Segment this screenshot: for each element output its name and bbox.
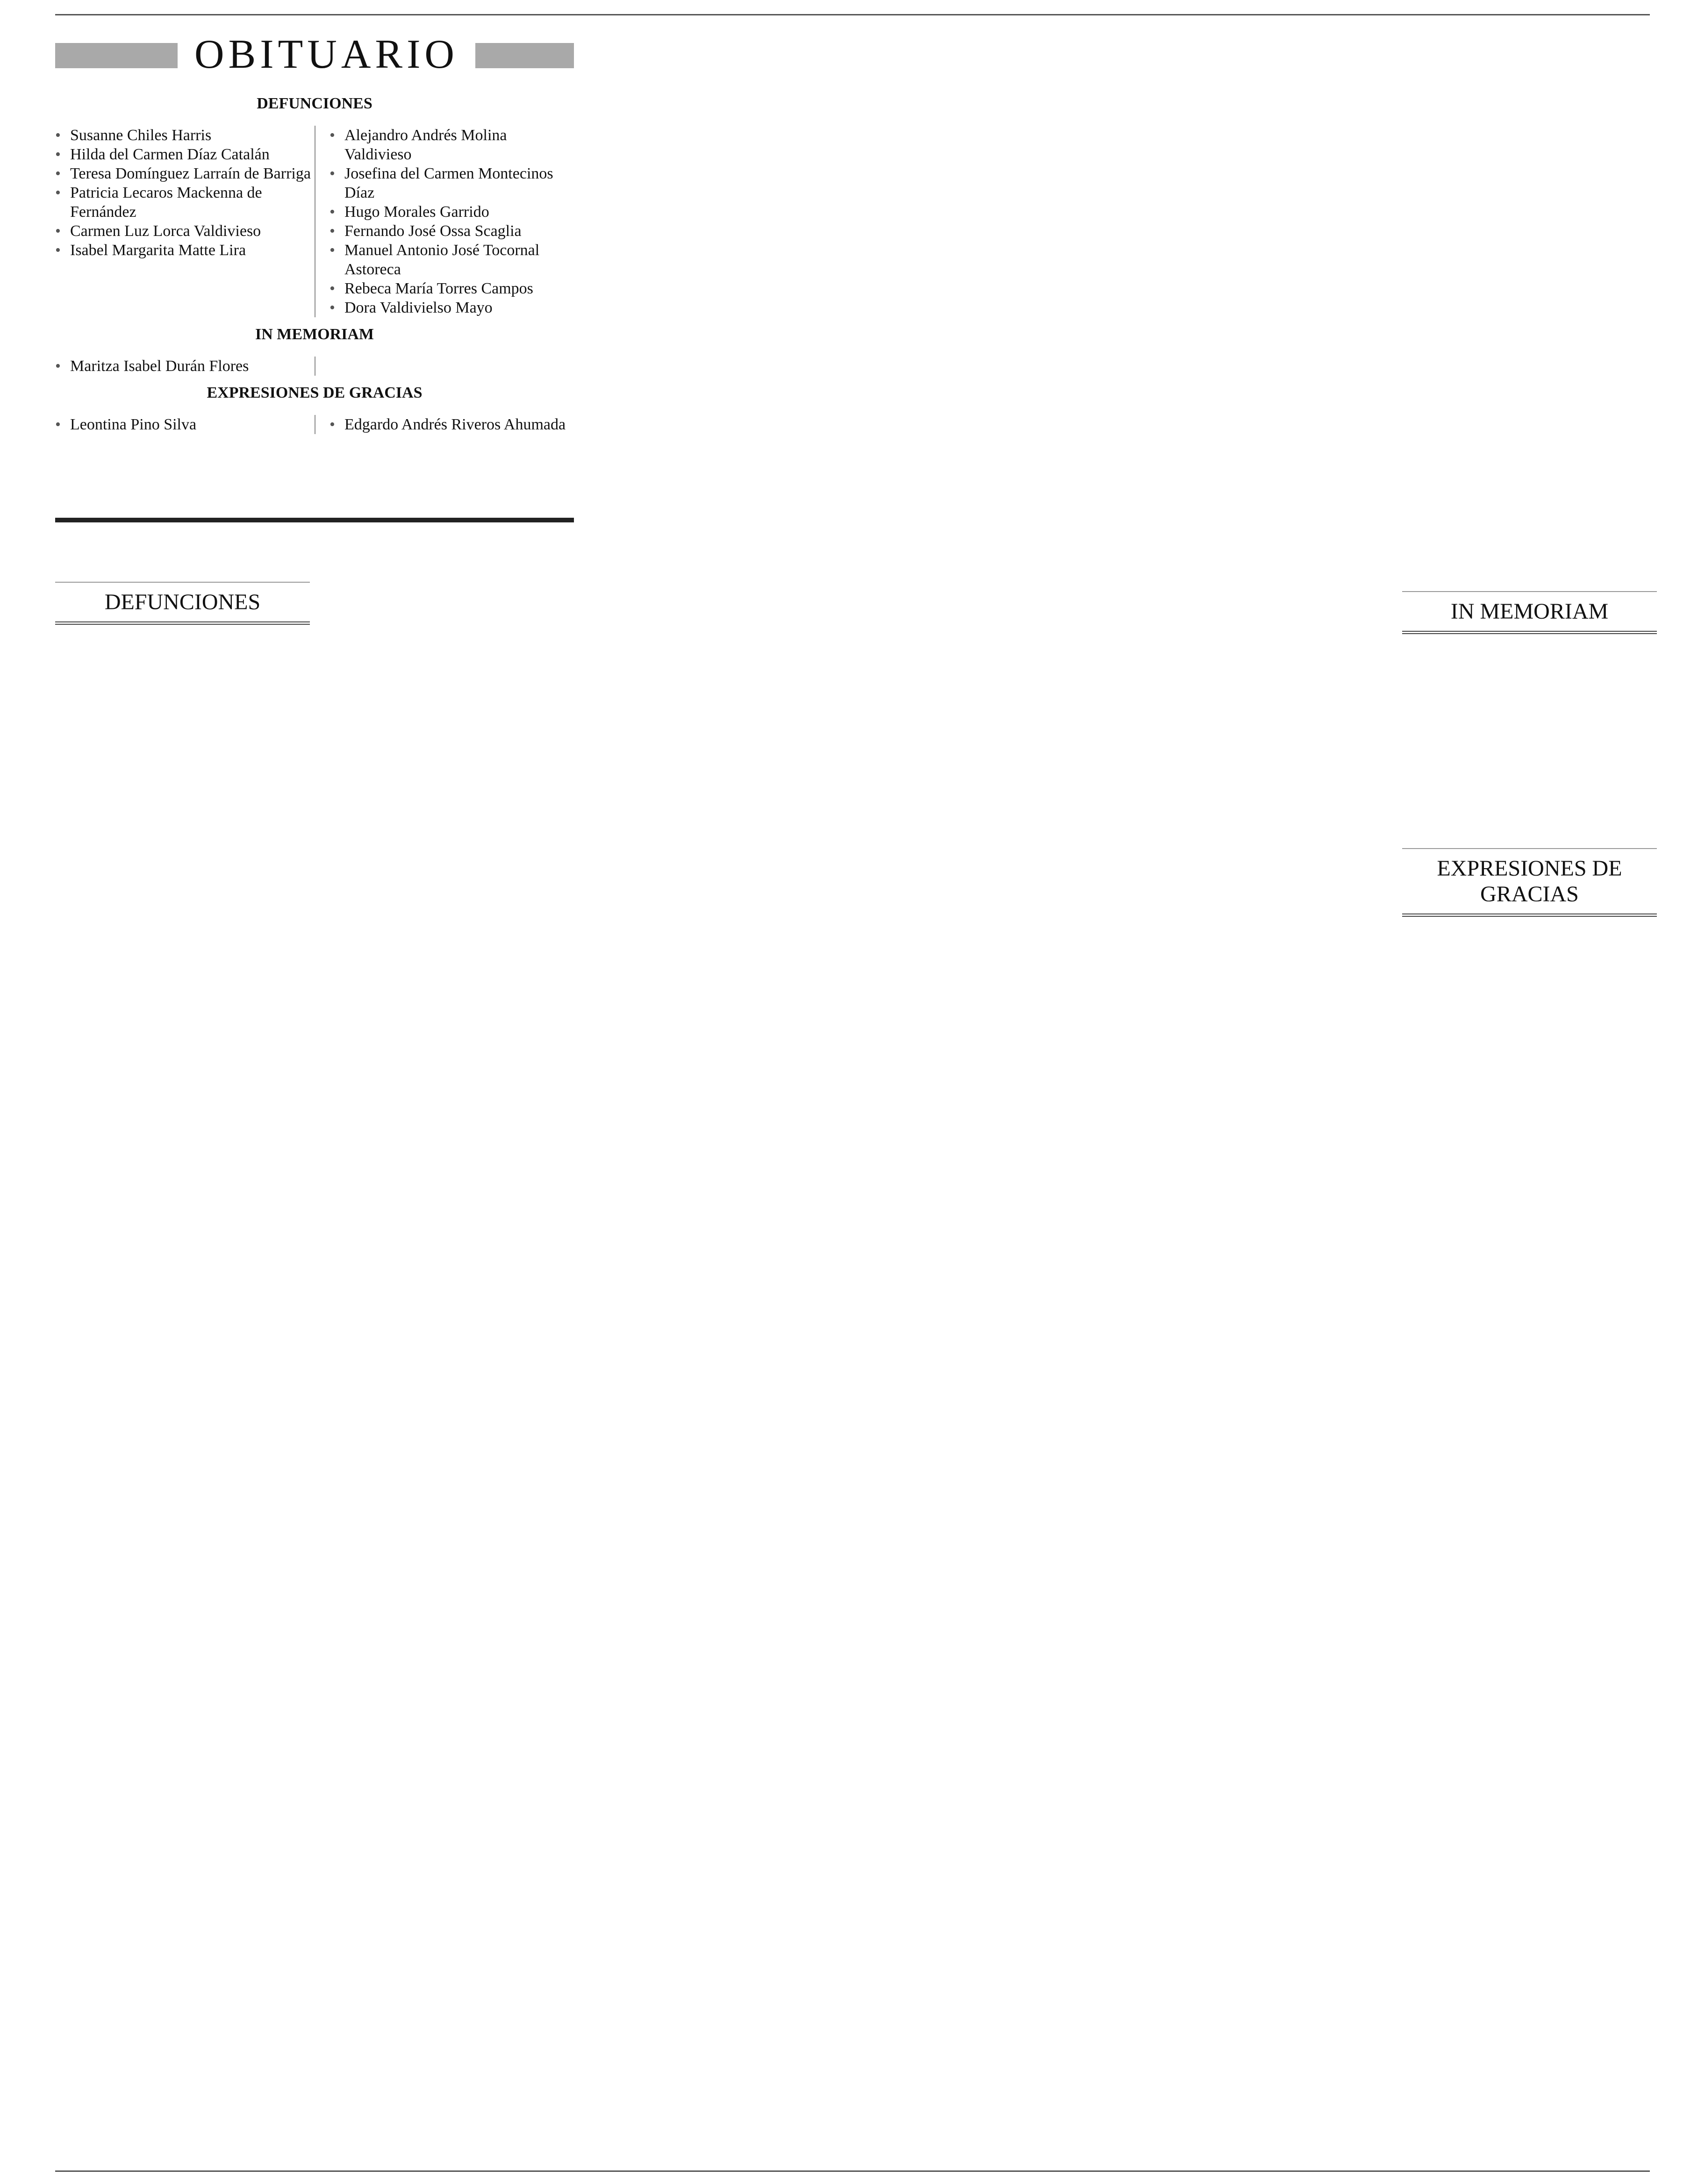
summary-defunciones-left bbox=[55, 126, 315, 317]
section-header bbox=[55, 32, 574, 77]
summary-memoriam-right bbox=[315, 357, 574, 376]
summary-gracias-left bbox=[55, 415, 315, 434]
summary-item: • Maritza Isabel Durán Flores bbox=[55, 357, 315, 376]
summary-bottom-rule bbox=[55, 518, 574, 522]
summary-item: • Alejandro Andrés Molina Valdivieso bbox=[330, 126, 574, 164]
summary-item: • Teresa Domínguez Larraín de Barriga bbox=[55, 164, 315, 183]
summary-item: • Isabel Margarita Matte Lira bbox=[55, 241, 315, 260]
summary-item: • Manuel Antonio José Tocornal Astoreca bbox=[330, 241, 574, 279]
summary-item: • Dora Valdivielso Mayo bbox=[330, 298, 574, 317]
summary-item: • Hilda del Carmen Díaz Catalán bbox=[55, 145, 315, 164]
page-title: OBITUARIO bbox=[178, 38, 475, 71]
summary-item: • Hugo Morales Garrido bbox=[330, 202, 574, 221]
summary-index bbox=[55, 86, 574, 434]
summary-item: • Edgardo Andrés Riveros Ahumada bbox=[330, 415, 574, 434]
summary-defunciones-head: DEFUNCIONES bbox=[257, 95, 373, 112]
summary-defunciones-right bbox=[315, 126, 574, 317]
summary-item: • Fernando José Ossa Scaglia bbox=[330, 221, 574, 241]
column-head-memoriam: IN MEMORIAM bbox=[1402, 591, 1657, 634]
summary-item: • Carmen Luz Lorca Valdivieso bbox=[55, 221, 315, 241]
summary-gracias-head: EXPRESIONES DE GRACIAS bbox=[207, 384, 423, 401]
summary-item: • Leontina Pino Silva bbox=[55, 415, 315, 434]
summary-item: • Patricia Lecaros Mackenna de Fernández bbox=[55, 183, 315, 221]
summary-item: • Josefina del Carmen Montecinos Díaz bbox=[330, 164, 574, 202]
top-rule bbox=[55, 14, 1650, 15]
column-head-gracias: EXPRESIONES DE GRACIAS bbox=[1402, 848, 1657, 917]
summary-item: • Rebeca María Torres Campos bbox=[330, 279, 574, 298]
summary-memoriam-head: IN MEMORIAM bbox=[255, 326, 374, 343]
column-head-defunciones: DEFUNCIONES bbox=[55, 582, 310, 625]
summary-memoriam-left bbox=[55, 357, 315, 376]
summary-gracias-right bbox=[315, 415, 574, 434]
bottom-rule bbox=[55, 2170, 1650, 2172]
summary-item: • Susanne Chiles Harris bbox=[55, 126, 315, 145]
